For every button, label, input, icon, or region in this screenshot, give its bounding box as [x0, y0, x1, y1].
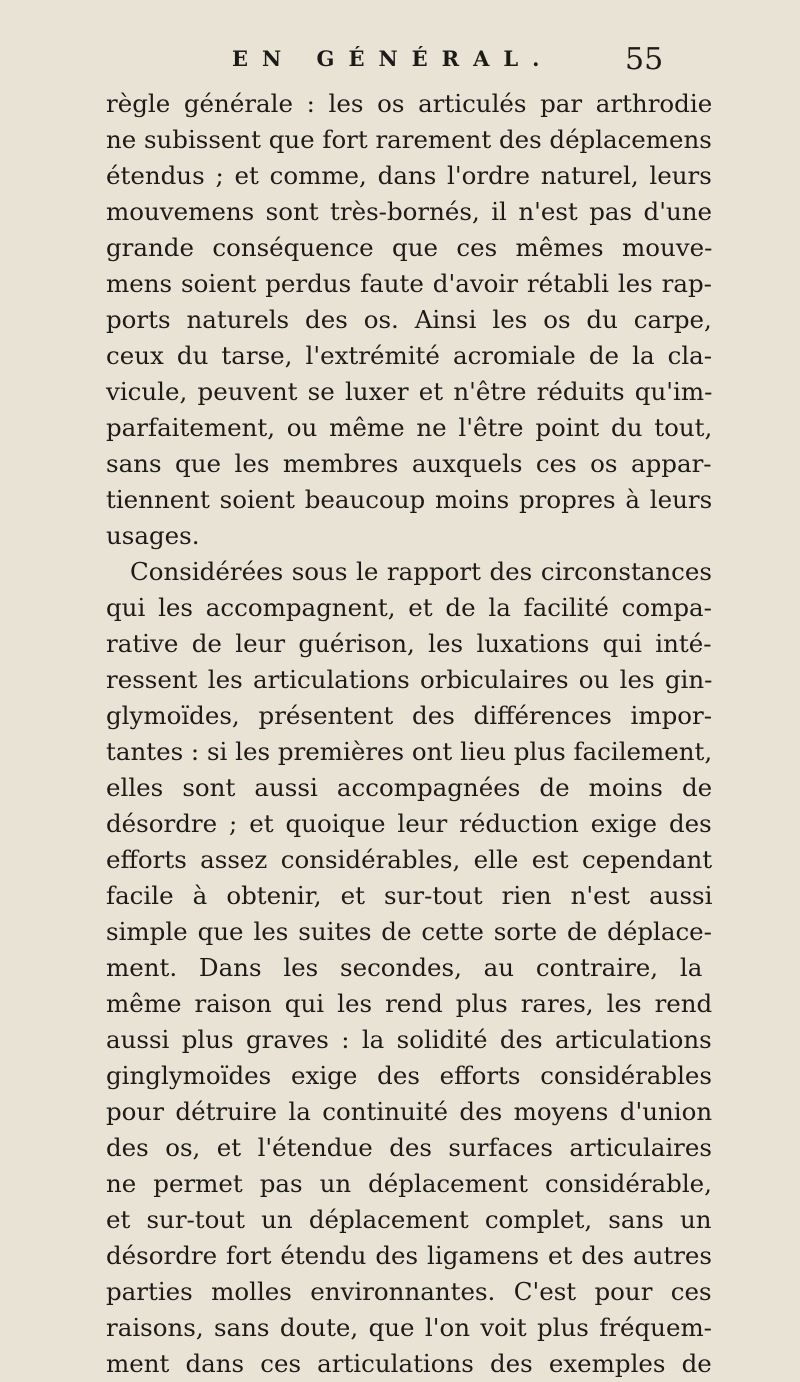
text-line: mouvemens sont très-bornés, il n'est pas d'une — [106, 197, 713, 226]
text-line: ne subissent que fort rarement des déplacemens — [106, 125, 712, 154]
paragraph-start-line: Considérées sous le rapport des circonstances — [130, 557, 712, 586]
text-line: parties molles environnantes. C'est pour ces — [106, 1277, 712, 1306]
text-line: grande conséquence que ces mêmes mouve- — [106, 233, 713, 262]
text-line: raisons, sans doute, que l'on voit plus fréquem- — [106, 1313, 712, 1342]
text-line: tiennent soient beaucoup moins propres à leurs — [106, 485, 713, 514]
text-line: désordre fort étendu des ligamens et des autres — [106, 1241, 712, 1270]
text-line: et sur-tout un déplacement complet, sans un — [106, 1205, 712, 1234]
text-line: parfaitement, ou même ne l'être point du tout, — [106, 413, 713, 442]
text-line: ment. Dans les secondes, au contraire, la — [106, 953, 703, 982]
text-line: simple que les suites de cette sorte de déplace- — [106, 917, 712, 946]
text-line: ne permet pas un déplacement considérable, — [106, 1169, 712, 1198]
text-line: désordre ; et quoique leur réduction exige des — [106, 809, 712, 838]
text-line: étendus ; et comme, dans l'ordre naturel, leurs — [106, 161, 712, 190]
text-line: ginglymoïdes exige des efforts considérables — [106, 1061, 713, 1090]
text-line: elles sont aussi accompagnées de moins de — [106, 773, 713, 802]
text-line: rative de leur guérison, les luxations qui inté- — [106, 629, 712, 658]
text-line: sans que les membres auxquels ces os appar- — [106, 449, 712, 478]
text-line: facile à obtenir, et sur-tout rien n'est aussi — [106, 881, 713, 910]
text-line: tantes : si les premières ont lieu plus facilement, — [106, 737, 713, 766]
running-head — [0, 42, 800, 86]
page-number: 55 — [625, 42, 664, 77]
text-line: usages. — [106, 521, 200, 550]
text-line: qui les accompagnent, et de la facilité compa- — [106, 593, 712, 622]
text-line: ment dans ces articulations des exemples de — [106, 1349, 712, 1378]
text-line: ports naturels des os. Ainsi les os du carpe, — [106, 305, 712, 334]
text-line: règle générale : les os articulés par arthrodie — [106, 89, 713, 118]
text-line: mens soient perdus faute d'avoir rétabli les rap- — [106, 269, 712, 298]
text-line: même raison qui les rend plus rares, les rend — [106, 989, 713, 1018]
text-line: aussi plus graves : la solidité des articulations — [106, 1025, 712, 1054]
text-line: des os, et l'étendue des surfaces articulaires — [106, 1133, 712, 1162]
text-line: ceux du tarse, l'extrémité acromiale de la cla- — [106, 341, 713, 370]
text-line: glymoïdes, présentent des différences impor- — [106, 701, 713, 730]
text-line: ressent les articulations orbiculaires ou les gin- — [106, 665, 713, 694]
running-head-title: EN GÉNÉRAL. — [232, 46, 554, 71]
text-line: pour détruire la continuité des moyens d'union — [106, 1097, 713, 1126]
text-line: vicule, peuvent se luxer et n'être réduits qu'im- — [106, 377, 713, 406]
text-line: efforts assez considérables, elle est cependant — [106, 845, 713, 874]
